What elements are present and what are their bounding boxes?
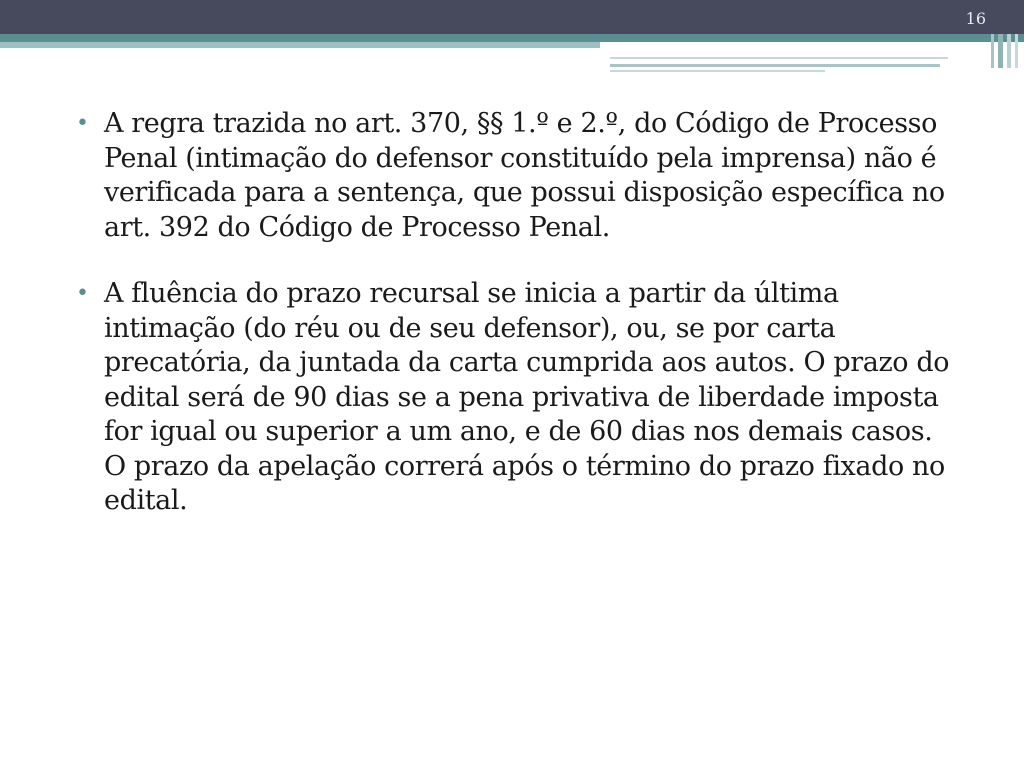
header-teal-stripe <box>0 34 1024 42</box>
decorative-bar <box>1007 34 1011 68</box>
page-number: 16 <box>965 9 986 28</box>
decorative-line <box>610 57 948 59</box>
slide-body <box>75 107 975 551</box>
bullet-icon: • <box>76 111 89 136</box>
header-light-stripe <box>0 42 600 48</box>
header-dark-stripe <box>0 0 1024 34</box>
bullet-text: A regra trazida no art. 370, §§ 1.º e 2.º, do Código de Processo Penal (intimação do defensor constituído pela imprensa) não é verificada para a sentença, que possui disposição específica no art. 392 do Código de Processo Penal. <box>104 108 945 243</box>
decorative-line <box>610 70 825 72</box>
decorative-bar <box>1015 34 1018 68</box>
bullet-text: A fluência do prazo recursal se inicia a partir da última intimação (do réu ou de seu defensor), ou, se por carta precatória, da juntada da carta cumprida aos autos. O prazo do edital será de 90 dias se a pena privativa de liberdade imposta for igual ou superior a um ano, e de 60 dias nos demais casos. O prazo da apelação correrá após o término do prazo fixado no edital. <box>104 278 950 516</box>
bullet-item <box>75 277 954 519</box>
bullet-icon: • <box>76 281 89 306</box>
decorative-line <box>610 64 940 67</box>
bullet-item <box>75 107 954 245</box>
decorative-bar <box>991 34 994 68</box>
decorative-bar <box>998 34 1003 68</box>
header-band <box>0 0 1024 36</box>
